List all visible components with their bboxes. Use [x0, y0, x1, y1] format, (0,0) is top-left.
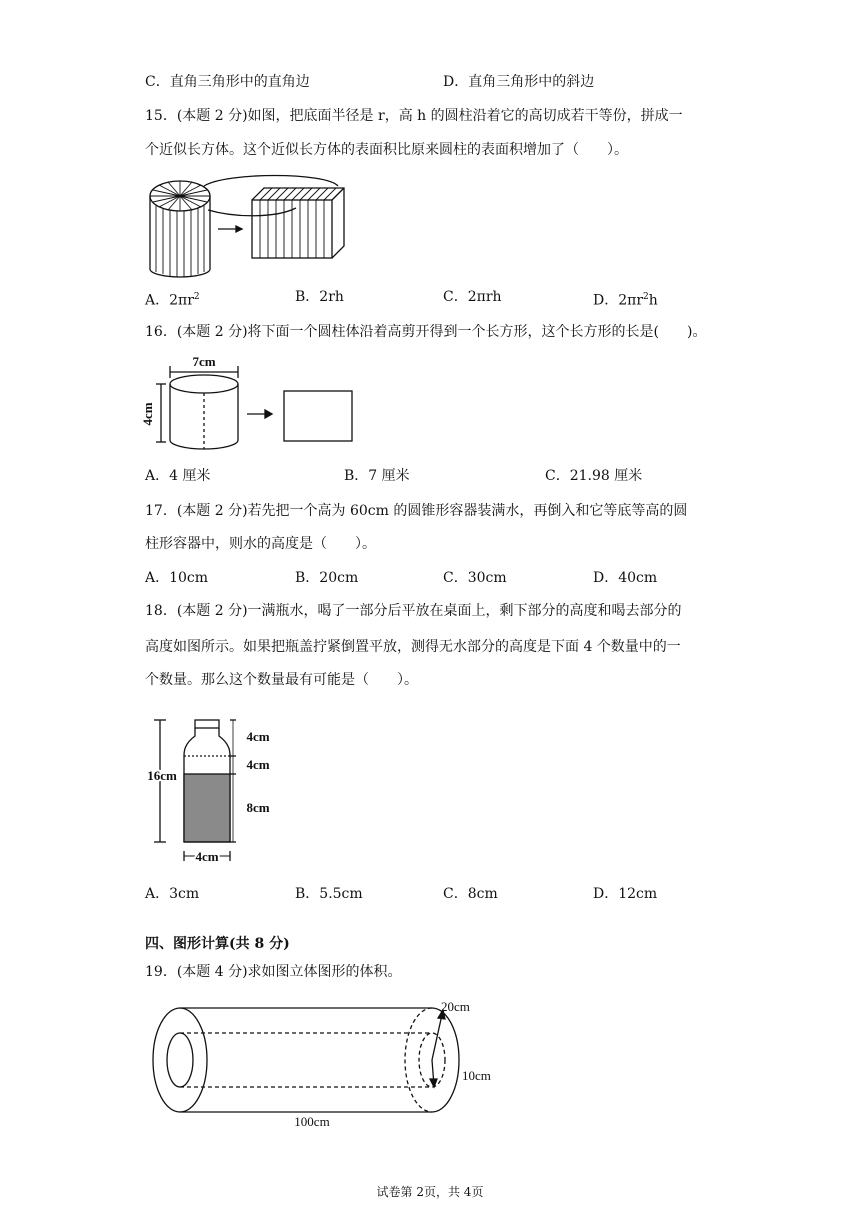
q19-hollow-cylinder-figure: [150, 996, 500, 1132]
q16-option-a: A．4 厘米: [145, 468, 211, 484]
q18-option-d: D．12cm: [593, 886, 658, 902]
q16-option-b: B．7 厘米: [344, 468, 410, 484]
q18-total-height-label: 16cm: [147, 768, 177, 783]
q19-inner-diameter-label: 10cm: [462, 1068, 491, 1083]
q19-length-label: 100cm: [294, 1114, 330, 1129]
q17-option-d: D．40cm: [593, 570, 658, 586]
q15-stem-line2: 个近似长方体。这个近似长方体的表面积比原来圆柱的表面积增加了（ ）。: [145, 142, 628, 158]
q16-option-c: C．21.98 厘米: [545, 468, 643, 484]
q15-stem-line1: 15．(本题 2 分)如图，把底面半径是 r，高 h 的圆柱沿着它的高切成若干等份，拼成一: [145, 108, 683, 124]
q16-width-label: 7cm: [192, 354, 216, 369]
q15-option-c: C．2πrh: [443, 289, 502, 305]
q18-bottle-figure: [140, 716, 275, 868]
q18-width-label: 4cm: [195, 849, 219, 864]
q18-stem-line2: 高度如图所示。如果把瓶盖拧紧倒置平放，测得无水部分的高度是下面 4 个数量中的一: [145, 639, 681, 655]
section-4-title: 四、图形计算(共 8 分): [145, 936, 290, 952]
q15-option-a: A．$2\pi r^2$: [145, 292, 200, 309]
q14-option-c: C．直角三角形中的直角边: [145, 74, 310, 90]
q18-water-height-label: 8cm: [246, 800, 270, 815]
q17-option-c: C．30cm: [443, 570, 507, 586]
q18-stem-line3: 个数量。那么这个数量最有可能是（ ）。: [145, 672, 418, 688]
q18-option-c: C．8cm: [443, 886, 498, 902]
q17-option-b: B．20cm: [295, 570, 359, 586]
q18-mid-height-label: 4cm: [246, 757, 270, 772]
q18-top-height-label: 4cm: [246, 729, 270, 744]
q16-height-label: 4cm: [140, 402, 155, 426]
q15-option-b: B．2rh: [295, 289, 344, 305]
q15-cylinder-to-cuboid-figure: [146, 172, 351, 278]
q15-option-d: D．$2\pi r^2h$: [593, 292, 658, 309]
q17-option-a: A．10cm: [145, 570, 209, 586]
q18-stem-line1: 18．(本题 2 分)一满瓶水，喝了一部分后平放在桌面上，剩下部分的高度和喝去部分的: [145, 603, 682, 619]
q18-option-a: A．3cm: [145, 886, 200, 902]
q16-stem-line1: 16．(本题 2 分)将下面一个圆柱体沿着高剪开得到一个长方形，这个长方形的长是( )。: [145, 324, 707, 340]
q16-cylinder-unroll-figure: [140, 352, 359, 452]
q17-stem-line1: 17．(本题 2 分)若先把一个高为 60cm 的圆锥形容器装满水，再倒入和它等底等高的圆: [145, 503, 688, 519]
q14-option-d: D．直角三角形中的斜边: [443, 74, 595, 90]
q19-stem-line1: 19．(本题 4 分)求如图立体图形的体积。: [145, 964, 402, 980]
q18-option-b: B．5.5cm: [295, 886, 363, 902]
page-footer: 试卷第 2页，共 4页: [376, 1185, 484, 1199]
q19-outer-diameter-label: 20cm: [441, 999, 470, 1014]
q17-stem-line2: 柱形容器中，则水的高度是（ ）。: [145, 536, 376, 552]
